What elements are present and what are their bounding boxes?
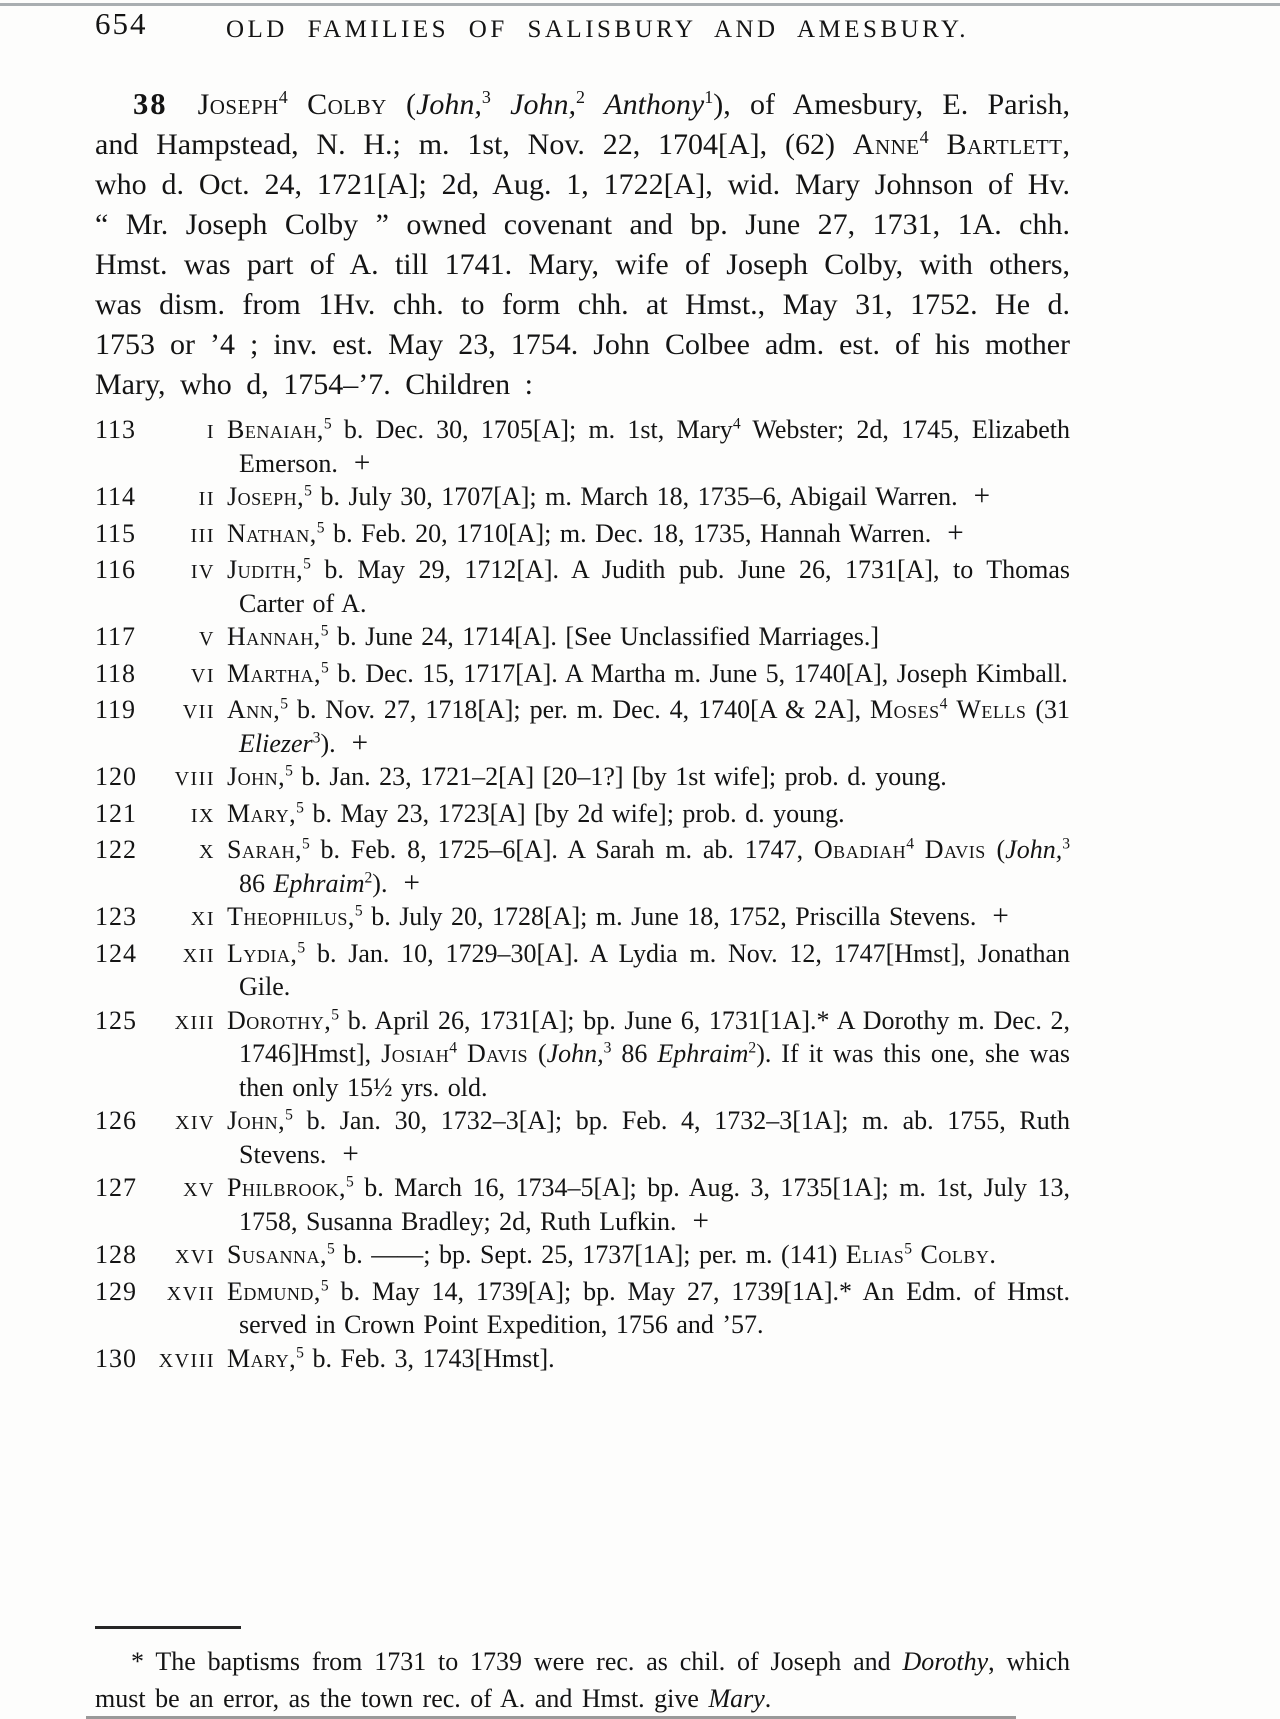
- page-content: [95, 0, 1070, 1378]
- child-number: 126: [95, 1106, 137, 1135]
- child-entry: [95, 1171, 1070, 1238]
- child-roman-numeral: III: [190, 524, 215, 547]
- child-roman-numeral: XIV: [174, 1112, 215, 1134]
- footnote-block: [95, 1626, 1070, 1717]
- child-number: 124: [95, 938, 137, 968]
- footnote-separator: [95, 1626, 241, 1629]
- child-text: Susanna,$^5$ b. ——; bp. Sept. 25, 1737[1A]; per. m. (141) Elias$^5$ Colby.: [227, 1240, 996, 1269]
- child-number: 121: [95, 798, 137, 828]
- child-number: 113: [95, 415, 137, 444]
- child-number: 120: [95, 762, 137, 791]
- child-entry: [95, 1275, 1070, 1342]
- child-roman-numeral: X: [199, 841, 215, 863]
- running-head: [95, 0, 1070, 54]
- child-number: 130: [95, 1343, 137, 1373]
- child-entry: [95, 937, 1070, 1004]
- child-entry: [95, 517, 1070, 554]
- child-entry: [95, 1004, 1070, 1105]
- child-text: Lydia,$^5$ b. Jan. 10, 1729–30[A]. A Lydia m. Nov. 12, 1747[Hmst], Jonathan Gile.: [227, 938, 1070, 1001]
- child-text: Dorothy,$^5$ b. April 26, 1731[A]; bp. June 6, 1731[1A].* A Dorothy m. Dec. 2, 1746]Hmst], Josiah$^4$ Davis (John,$^3$ 86 Ephraim$^2$). If it was this one, she was then only 15½ yrs. old.: [227, 1005, 1070, 1102]
- child-entry: [95, 1238, 1070, 1275]
- children-list: [95, 413, 1070, 1378]
- child-roman-numeral: XVII: [166, 1282, 215, 1305]
- child-number: 116: [95, 555, 137, 584]
- child-number: 119: [95, 695, 137, 724]
- child-roman-numeral: XVIII: [158, 1349, 215, 1372]
- child-text: Judith,$^5$ b. May 29, 1712[A]. A Judith pub. June 26, 1731[A], to Thomas Carter of A.: [227, 555, 1070, 618]
- child-roman-numeral: XVI: [174, 1246, 215, 1268]
- child-number: 127: [95, 1173, 137, 1202]
- child-entry: [95, 693, 1070, 760]
- child-entry: [95, 413, 1070, 480]
- child-text: John,$^5$ b. Jan. 30, 1732–3[A]; bp. Feb. 4, 1732–3[1A]; m. ab. 1755, Ruth Stevens. +: [227, 1106, 1070, 1170]
- child-roman-numeral: VII: [182, 701, 215, 723]
- child-number: 115: [95, 518, 137, 548]
- child-entry: [95, 797, 1070, 834]
- child-text: Martha,$^5$ b. Dec. 15, 1717[A]. A Martha m. June 5, 1740[A], Joseph Kimball.: [227, 658, 1068, 688]
- footnote-text: * The baptisms from 1731 to 1739 were rec. as chil. of Joseph and Dorothy, which must be an error, as the town rec. of A. and Hmst. give Mary.: [95, 1647, 1070, 1713]
- child-roman-numeral: XII: [182, 944, 215, 967]
- child-text: John,$^5$ b. Jan. 23, 1721–2[A] [20–1?] [by 1st wife]; prob. d. young.: [227, 762, 947, 791]
- child-text: Nathan,$^5$ b. Feb. 20, 1710[A]; m. Dec. 18, 1735, Hannah Warren. +: [227, 516, 964, 549]
- child-entry: [95, 900, 1070, 937]
- child-entry: [95, 833, 1070, 900]
- child-number: 114: [95, 482, 137, 511]
- child-roman-numeral: IX: [190, 804, 215, 827]
- page-number: 654: [95, 6, 148, 41]
- child-number: 123: [95, 902, 137, 931]
- child-entry: [95, 480, 1070, 517]
- child-number: 129: [95, 1276, 137, 1306]
- child-text: Hannah,$^5$ b. June 24, 1714[A]. [See Unclassified Marriages.]: [227, 622, 880, 651]
- child-text: Edmund,$^5$ b. May 14, 1739[A]; bp. May 27, 1739[1A].* An Edm. of Hmst. served in Crown Point Expedition, 1756 and ’57.: [227, 1276, 1070, 1339]
- child-entry: [95, 553, 1070, 620]
- child-entry: [95, 1104, 1070, 1171]
- child-number: 122: [95, 835, 137, 864]
- child-roman-numeral: IV: [190, 561, 215, 583]
- child-text: Joseph,$^5$ b. July 30, 1707[A]; m. March 18, 1735–6, Abigail Warren. +: [227, 480, 991, 512]
- child-roman-numeral: XV: [183, 1179, 215, 1201]
- child-text: Benaiah,$^5$ b. Dec. 30, 1705[A]; m. 1st, Mary$^4$ Webster; 2d, 1745, Elizabeth Emerson. +: [227, 415, 1071, 479]
- child-roman-numeral: VIII: [174, 768, 215, 790]
- child-roman-numeral: II: [198, 488, 215, 510]
- child-text: Theophilus,$^5$ b. July 20, 1728[A]; m. June 18, 1752, Priscilla Stevens. +: [227, 900, 1009, 932]
- child-entry: [95, 760, 1070, 797]
- child-entry: [95, 620, 1070, 657]
- child-text: Sarah,$^5$ b. Feb. 8, 1725–6[A]. A Sarah m. ab. 1747, Obadiah$^4$ Davis (John,$^3$ 86 Ephraim$^2$). +: [227, 835, 1071, 899]
- child-roman-numeral: I: [206, 421, 215, 443]
- child-entry: [95, 1342, 1070, 1379]
- child-text: Ann,$^5$ b. Nov. 27, 1718[A]; per. m. Dec. 4, 1740[A & 2A], Moses$^4$ Wells (31 Eliezer$^3$). +: [227, 695, 1070, 759]
- child-number: 128: [95, 1240, 137, 1269]
- child-text: Mary,$^5$ b. Feb. 3, 1743[Hmst].: [227, 1343, 555, 1373]
- running-title: OLD FAMILIES OF SALISBURY AND AMESBURY.: [225, 16, 970, 43]
- entry-paragraph: 38 Joseph$^4$ Colby (John,$^3$ John,$^2$ Anthony$^1$), of Amesbury, E. Parish, and Hampstead, N. H.; m. 1st, Nov. 22, 1704[A], (62) Anne$^4$ Bartlett, who d. Oct. 24, 1721[A]; 2d, Aug. 1, 1722[A], wid. Mary Johnson of Hv. “ Mr. Joseph Colby ” owned covenant and bp. June 27, 1731, 1A. chh. Hmst. was part of A. till 1741. Mary, wife of Joseph Colby, with others, was dism. from 1Hv. chh. to form chh. at Hmst., May 31, 1752. He d. 1753 or ’4 ; inv. est. May 23, 1754. John Colbee adm. est. of his mother Mary, who d, 1754–’7. Children :: [95, 87, 1071, 401]
- child-number: 125: [95, 1005, 137, 1035]
- child-number: 117: [95, 622, 137, 651]
- child-roman-numeral: XIII: [174, 1011, 215, 1034]
- child-entry: [95, 657, 1070, 694]
- child-text: Philbrook,$^5$ b. March 16, 1734–5[A]; bp. Aug. 3, 1735[1A]; m. 1st, July 13, 1758, Susanna Bradley; 2d, Ruth Lufkin. +: [227, 1173, 1070, 1237]
- child-number: 118: [95, 658, 137, 688]
- child-roman-numeral: V: [199, 628, 215, 650]
- child-roman-numeral: VI: [190, 664, 215, 687]
- child-roman-numeral: XI: [190, 908, 215, 930]
- child-text: Mary,$^5$ b. May 23, 1723[A] [by 2d wife]; prob. d. young.: [227, 798, 845, 828]
